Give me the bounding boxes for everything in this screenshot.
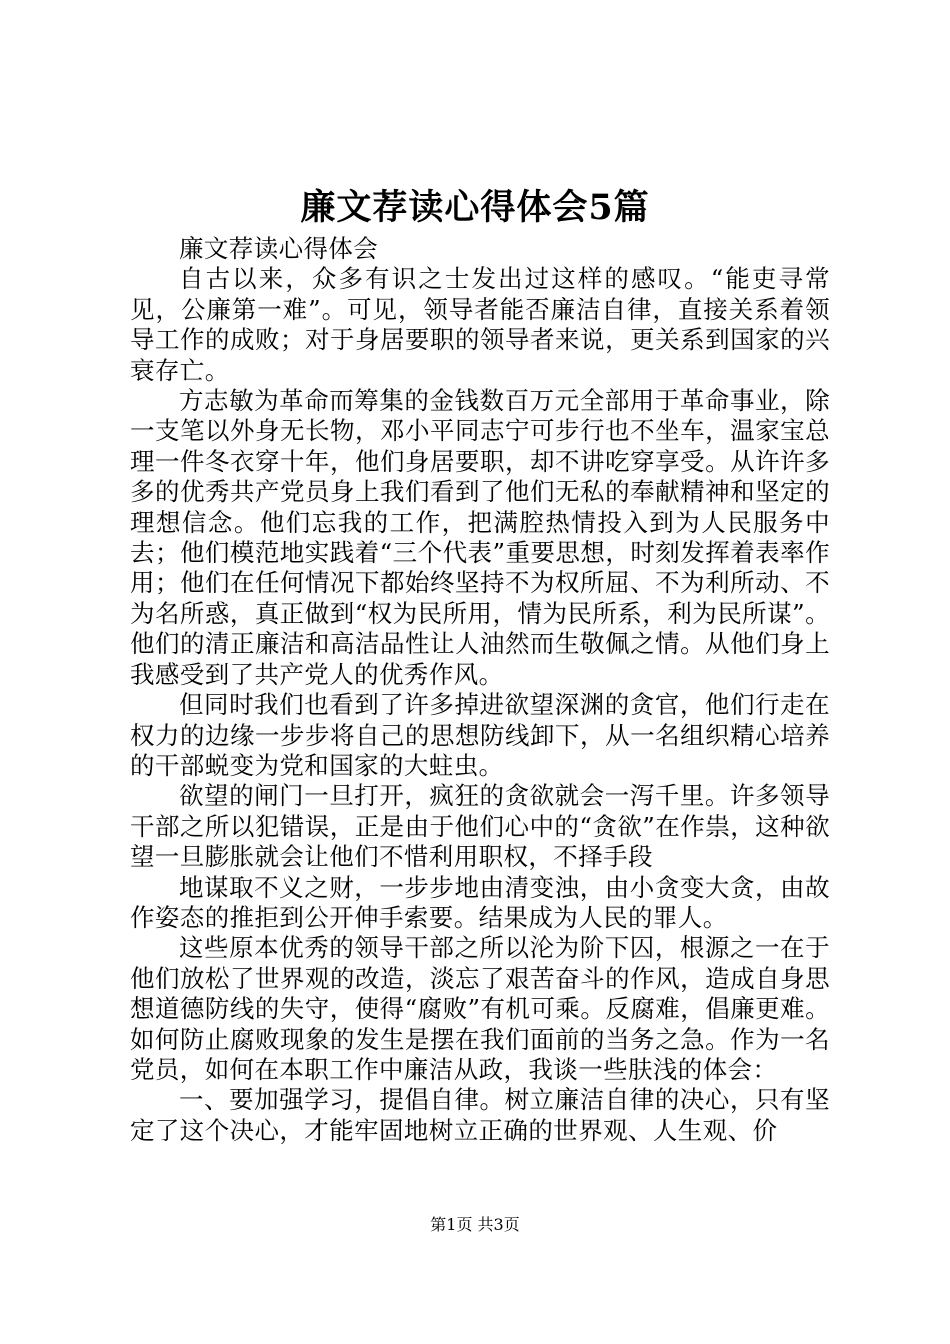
body-paragraph: 但同时我们也看到了许多掉进欲望深渊的贪官，他们行走在权力的边缘一步步将自己的思想防线卸下，从一名组织精心培养的干部蜕变为党和国家的大蛀虫。 — [130, 690, 830, 780]
body-paragraph: 一、要加强学习，提倡自律。树立廉洁自律的决心，只有坚定了这个决心，才能牢固地树立正确的世界观、人生观、价 — [130, 1085, 830, 1145]
document-body — [130, 234, 830, 1146]
body-paragraph: 这些原本优秀的领导干部之所以沦为阶下囚，根源之一在于他们放松了世界观的改造，淡忘了艰苦奋斗的作风，造成自身思想道德防线的失守，使得“腐败”有机可乘。反腐难，倡廉更难。如何防止腐败现象的发生是摆在我们面前的当务之急。作为一名党员，如何在本职工作中廉洁从政，我谈一些肤浅的体会： — [130, 933, 830, 1084]
body-paragraph: 地谋取不义之财，一步步地由清变浊，由小贪变大贪，由故作姿态的推拒到公开伸手索要。结果成为人民的罪人。 — [130, 872, 830, 932]
body-paragraph: 方志敏为革命而筹集的金钱数百万元全部用于革命事业，除一支笔以外身无长物，邓小平同志宁可步行也不坐车，温家宝总理一件冬衣穿十年，他们身居要职，却不讲吃穿享受。从许许多多的优秀共产党员身上我们看到了他们无私的奉献精神和坚定的理想信念。他们忘我的工作，把满腔热情投入到为人民服务中去；他们模范地实践着“三个代表”重要思想，时刻发挥着表率作用；他们在任何情况下都始终坚持不为权所屈、不为利所动、不为名所惑，真正做到“权为民所用，情为民所系，利为民所谋”。他们的清正廉洁和高洁品性让人油然而生敬佩之情。从他们身上我感受到了共产党人的优秀作风。 — [130, 386, 830, 689]
body-paragraph: 欲望的闸门一旦打开，疯狂的贪欲就会一泻千里。许多领导干部之所以犯错误，正是由于他们心中的“贪欲”在作祟，这种欲望一旦膨胀就会让他们不惜利用职权，不择手段 — [130, 781, 830, 872]
document-title: 廉文荐读心得体会5篇 — [300, 187, 650, 228]
page-footer: 第1页 共3页 — [430, 1215, 520, 1234]
subtitle-paragraph: 廉文荐读心得体会 — [179, 234, 379, 263]
body-paragraph: 自古以来，众多有识之士发出过这样的感叹。“能吏寻常见，公廉第一难”。可见，领导者能否廉洁自律，直接关系着领导工作的成败；对于身居要职的领导者来说，更关系到国家的兴衰存亡。 — [130, 264, 830, 385]
